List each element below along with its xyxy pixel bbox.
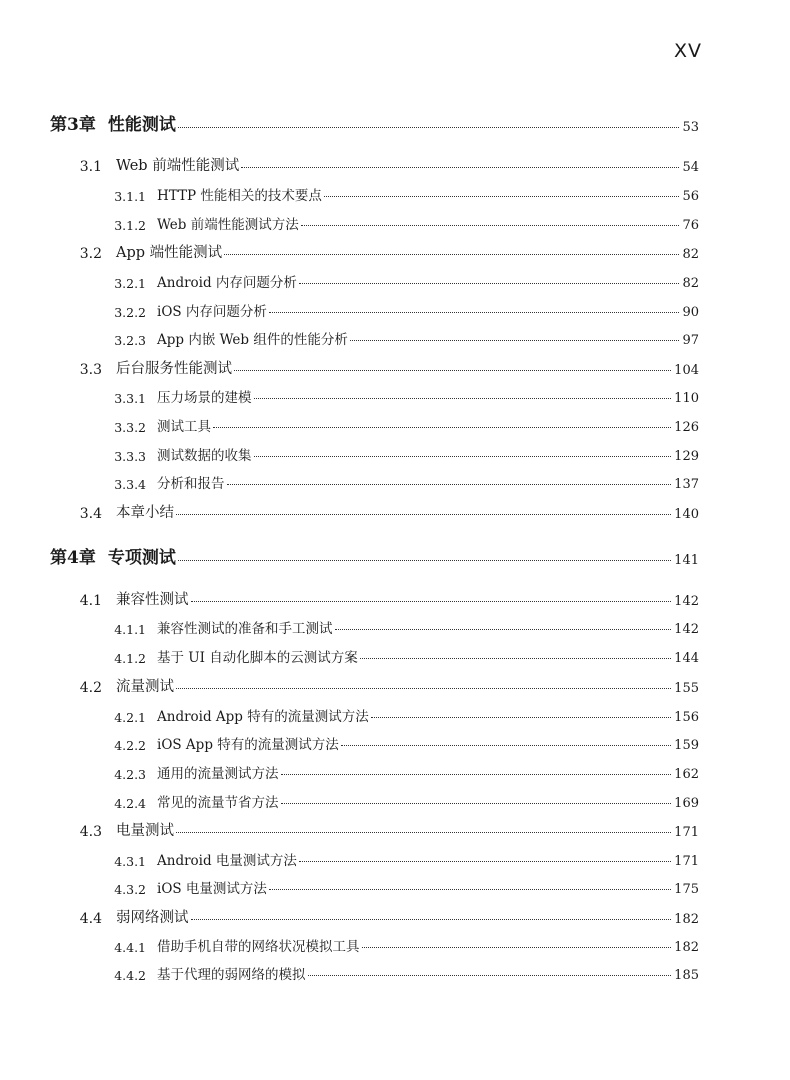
dot-leader	[299, 283, 680, 284]
toc-entry-page: 162	[674, 767, 699, 782]
toc-entry-title: 基于 UI 自动化脚本的云测试方案	[157, 650, 358, 666]
dot-leader	[269, 889, 671, 890]
toc-subsection	[60, 843, 699, 869]
toc-subsection	[60, 640, 699, 666]
toc-entry-title: 弱网络测试	[116, 910, 189, 926]
toc-subsection	[60, 756, 699, 782]
toc-entry-number: 3.3	[79, 362, 102, 378]
toc-entry-number: 4.2.3	[114, 767, 146, 782]
toc-entry-page: 144	[674, 651, 699, 666]
dot-leader	[301, 225, 680, 226]
dot-leader	[191, 919, 672, 920]
toc-entry-page: 142	[674, 622, 699, 637]
dot-leader	[362, 947, 672, 948]
toc-entry-number: 4.1.1	[114, 622, 146, 637]
toc-subsection	[60, 957, 699, 983]
toc-entry-title: App 内嵌 Web 组件的性能分析	[157, 332, 348, 348]
dot-leader	[281, 774, 672, 775]
toc-entry-title: 后台服务性能测试	[116, 361, 232, 377]
toc-entry-number: 4.4.1	[114, 940, 146, 955]
toc-entry-title: 本章小结	[116, 505, 174, 521]
dot-leader	[341, 745, 671, 746]
toc-entry-title: 压力场景的建模	[157, 390, 252, 406]
toc-entry-title: 专项测试	[107, 548, 176, 568]
dot-leader	[213, 427, 671, 428]
toc-entry-title: Android 电量测试方法	[157, 853, 297, 869]
toc-entry-number: 4.2	[79, 680, 102, 696]
toc-entry-page: 137	[674, 477, 699, 492]
toc-section	[60, 149, 699, 175]
toc-entry-page: 90	[682, 305, 699, 320]
toc-chapter	[50, 109, 699, 135]
toc-entry-page: 159	[674, 738, 699, 753]
toc-entry-page: 82	[682, 247, 699, 262]
toc-section	[60, 901, 699, 927]
toc-entry-number: 3.3.2	[114, 420, 146, 435]
toc-entry-number: 4.2.4	[114, 796, 146, 811]
toc-entry-page: 97	[682, 333, 699, 348]
toc-entry-number: 4.4.2	[114, 968, 146, 983]
toc-entry-title: 常见的流量节省方法	[157, 795, 279, 811]
toc-entry-number: 第3章	[50, 115, 96, 135]
toc-entry-page: 175	[674, 882, 699, 897]
toc-entry-number: 4.1.2	[114, 651, 146, 666]
toc-subsection	[60, 466, 699, 492]
toc-entry-page: 169	[674, 796, 699, 811]
toc-entry-number: 3.3.3	[114, 449, 146, 464]
toc-entry-number: 4.2.2	[114, 738, 146, 753]
page-number: XV	[673, 40, 702, 62]
toc-entry-page: 156	[674, 710, 699, 725]
toc-section	[60, 814, 699, 840]
toc-section	[60, 352, 699, 378]
toc-entry-number: 4.3.2	[114, 882, 146, 897]
toc-entry-title: 兼容性测试的准备和手工测试	[157, 621, 333, 637]
toc-entry-page: 171	[674, 854, 699, 869]
dot-leader	[178, 127, 680, 128]
toc-entry-title: HTTP 性能相关的技术要点	[157, 188, 322, 204]
toc-entry-title: Android App 特有的流量测试方法	[157, 709, 369, 725]
toc-entry-page: 155	[674, 681, 699, 696]
dot-leader	[335, 629, 672, 630]
toc-entry-page: 141	[674, 553, 699, 568]
toc-entry-number: 3.2.3	[114, 333, 146, 348]
dot-leader	[299, 861, 671, 862]
toc-entry-page: 56	[682, 189, 699, 204]
toc-entry-number: 4.2.1	[114, 710, 146, 725]
toc-entry-number: 4.3.1	[114, 854, 146, 869]
toc-entry-title: 电量测试	[116, 823, 174, 839]
dot-leader	[176, 688, 671, 689]
toc-entry-number: 4.1	[79, 593, 102, 609]
toc-entry-number: 4.3	[79, 824, 102, 840]
dot-leader	[269, 312, 680, 313]
toc-entry-page: 54	[682, 160, 699, 175]
toc-subsection	[60, 322, 699, 348]
toc-subsection	[60, 785, 699, 811]
toc-subsection	[60, 438, 699, 464]
toc-section	[60, 670, 699, 696]
toc-subsection	[60, 207, 699, 233]
toc-entry-page: 53	[682, 120, 699, 135]
toc-entry-title: iOS 电量测试方法	[157, 881, 267, 897]
toc-subsection	[60, 265, 699, 291]
toc-subsection	[60, 611, 699, 637]
toc-entry-number: 4.4	[79, 911, 102, 927]
toc-entry-title: 基于代理的弱网络的模拟	[157, 967, 306, 983]
dot-leader	[241, 167, 679, 168]
toc-entry-page: 140	[674, 507, 699, 522]
toc-entry-title: 通用的流量测试方法	[157, 766, 279, 782]
dot-leader	[254, 398, 672, 399]
toc-entry-page: 76	[682, 218, 699, 233]
toc-subsection	[60, 294, 699, 320]
toc-entry-page: 110	[674, 391, 699, 406]
toc-entry-number: 3.1	[79, 159, 102, 175]
dot-leader	[371, 717, 671, 718]
toc-subsection	[60, 871, 699, 897]
toc-entry-number: 3.1.2	[114, 218, 146, 233]
toc-entry-title: 流量测试	[116, 679, 174, 695]
dot-leader	[224, 254, 679, 255]
toc-entry-page: 104	[674, 363, 699, 378]
toc-entry-number: 3.2	[79, 246, 102, 262]
toc-entry-number: 3.2.1	[114, 276, 146, 291]
toc-entry-title: 分析和报告	[157, 476, 225, 492]
toc-entry-page: 171	[674, 825, 699, 840]
dot-leader	[234, 370, 671, 371]
dot-leader	[350, 340, 680, 341]
toc-entry-title: iOS 内存问题分析	[157, 304, 267, 320]
toc-subsection	[60, 699, 699, 725]
toc-subsection	[60, 380, 699, 406]
toc-entry-number: 3.2.2	[114, 305, 146, 320]
dot-leader	[178, 560, 671, 561]
dot-leader	[324, 196, 680, 197]
toc-entry-number: 3.1.1	[114, 189, 146, 204]
toc-entry-page: 129	[674, 449, 699, 464]
toc-entry-title: 兼容性测试	[116, 592, 189, 608]
toc-entry-number: 3.4	[79, 506, 102, 522]
toc-entry-title: 性能测试	[107, 115, 176, 135]
toc-entry-title: Web 前端性能测试	[116, 158, 240, 174]
toc-entry-title: 测试工具	[157, 419, 211, 435]
dot-leader	[227, 484, 672, 485]
toc-subsection	[60, 178, 699, 204]
toc-entry-page: 142	[674, 594, 699, 609]
toc-entry-page: 82	[682, 276, 699, 291]
toc-entry-page: 126	[674, 420, 699, 435]
dot-leader	[254, 456, 672, 457]
toc-entry-number: 3.3.1	[114, 391, 146, 406]
dot-leader	[191, 601, 672, 602]
toc-entry-page: 182	[674, 912, 699, 927]
dot-leader	[176, 514, 671, 515]
toc-entry-number: 3.3.4	[114, 477, 146, 492]
toc-section	[60, 496, 699, 522]
toc-entry-number: 第4章	[50, 548, 96, 568]
toc-entry-page: 182	[674, 940, 699, 955]
toc-subsection	[60, 409, 699, 435]
dot-leader	[176, 832, 671, 833]
toc-entry-title: Web 前端性能测试方法	[157, 217, 299, 233]
toc-chapter	[50, 542, 699, 568]
toc-subsection	[60, 727, 699, 753]
dot-leader	[281, 803, 672, 804]
toc-entry-page: 185	[674, 968, 699, 983]
toc-section	[60, 236, 699, 262]
toc-entry-title: 借助手机自带的网络状况模拟工具	[157, 939, 360, 955]
dot-leader	[308, 975, 672, 976]
toc-entry-title: Android 内存问题分析	[157, 275, 297, 291]
toc-entry-title: iOS App 特有的流量测试方法	[157, 737, 339, 753]
toc-entry-title: App 端性能测试	[116, 245, 223, 261]
toc-subsection	[60, 929, 699, 955]
toc-section	[60, 583, 699, 609]
dot-leader	[360, 658, 671, 659]
toc-entry-title: 测试数据的收集	[157, 448, 252, 464]
